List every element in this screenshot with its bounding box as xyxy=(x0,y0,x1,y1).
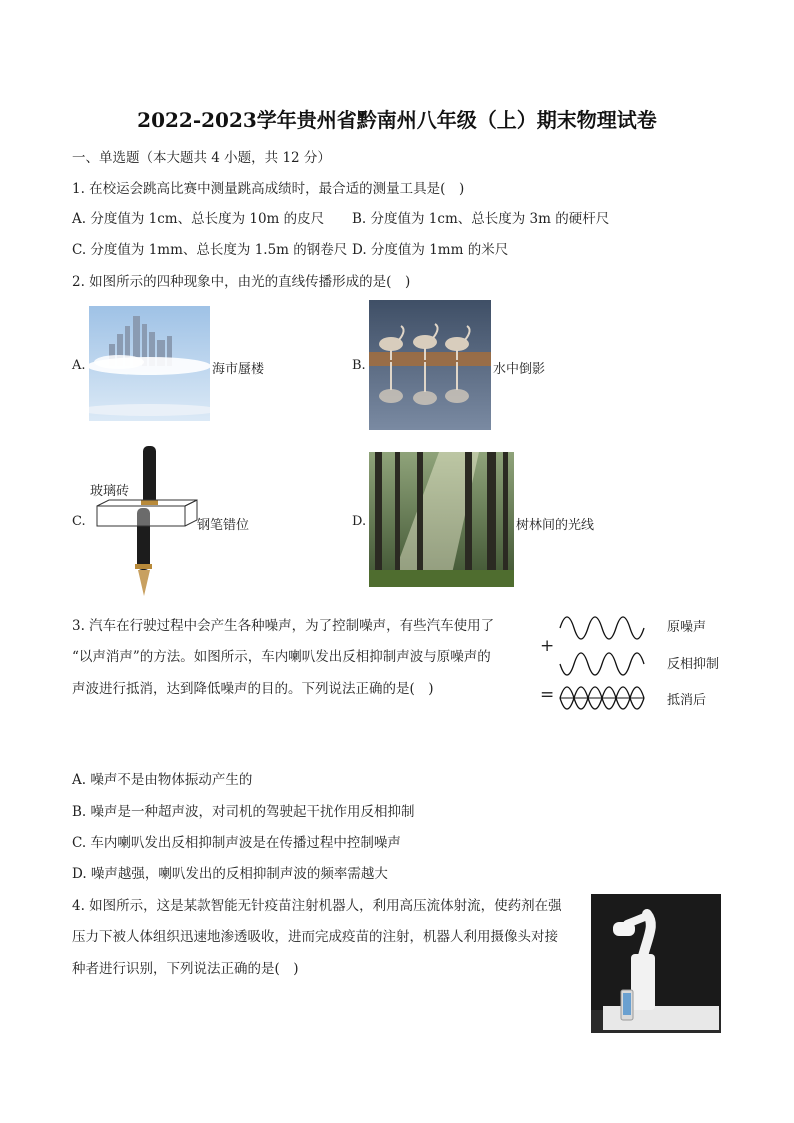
q1-option-b: B. 分度值为 1cm、总长度为 3m 的硬杆尺 xyxy=(352,211,610,227)
wave-label-result: 抵消后 xyxy=(667,693,707,708)
q2-caption-c: 钢笔错位 xyxy=(197,518,250,533)
equals-sign: = xyxy=(540,685,555,705)
q1-option-d: D. 分度值为 1mm 的米尺 xyxy=(352,242,509,258)
q4-stem-line1: 4. 如图所示，这是某款智能无针疫苗注射机器人，利用高压流体射流，使药剂在强 xyxy=(72,898,562,914)
q2-caption-d: 树林间的光线 xyxy=(516,518,595,533)
q1-option-c: C. 分度值为 1mm、总长度为 1.5m 的钢卷尺 xyxy=(72,242,348,258)
q2-letter-c: C. xyxy=(72,514,86,529)
vaccine-robot-photo xyxy=(591,894,721,1033)
q3-stem-line1: 3. 汽车在行驶过程中会产生各种噪声，为了控制噪声，有些汽车使用了 xyxy=(72,618,495,634)
q2-caption-b: 水中倒影 xyxy=(493,362,546,377)
reflection-photo xyxy=(369,300,491,430)
forest-light-photo xyxy=(369,452,514,587)
glass-brick-label: 玻璃砖 xyxy=(90,484,130,499)
q3-option-c: C. 车内喇叭发出反相抑制声波是在传播过程中控制噪声 xyxy=(72,835,401,851)
q2-letter-b: B. xyxy=(352,358,366,373)
q2-letter-a: A. xyxy=(72,358,86,373)
page-title: 2022-2023学年贵州省黔南州八年级（上）期末物理试卷 xyxy=(137,108,657,132)
q3-option-a: A. 噪声不是由物体振动产生的 xyxy=(72,772,253,788)
q2-letter-d: D. xyxy=(352,514,367,529)
q2-stem: 2. 如图所示的四种现象中，由光的直线传播形成的是( ) xyxy=(72,274,411,290)
q1-option-a: A. 分度值为 1cm、总长度为 10m 的皮尺 xyxy=(72,211,325,227)
mirage-photo xyxy=(89,306,210,421)
section-heading: 一、单选题（本大题共 4 小题，共 12 分） xyxy=(72,150,331,166)
plus-sign: + xyxy=(540,636,555,656)
wave-label-original: 原噪声 xyxy=(667,620,707,635)
wave-label-anti: 反相抑制 xyxy=(667,657,720,672)
sound-wave-diagram xyxy=(556,612,652,712)
q4-stem-line2: 压力下被人体组织迅速地渗透吸收，进而完成疫苗的注射，机器人利用摄像头对接 xyxy=(72,929,558,945)
q3-stem-line3: 声波进行抵消，达到降低噪声的目的。下列说法正确的是( ) xyxy=(72,681,434,697)
q4-stem-line3: 种者进行识别，下列说法正确的是( ) xyxy=(72,961,299,977)
q3-option-b: B. 噪声是一种超声波，对司机的驾驶起干扰作用反相抑制 xyxy=(72,804,415,820)
pen-glass-diagram xyxy=(95,444,199,600)
q1-stem: 1. 在校运会跳高比赛中测量跳高成绩时，最合适的测量工具是( ) xyxy=(72,181,465,197)
q3-option-d: D. 噪声越强，喇叭发出的反相抑制声波的频率需越大 xyxy=(72,866,388,882)
q3-stem-line2: “以声消声”的方法。如图所示，车内喇叭发出反相抑制声波与原噪声的 xyxy=(72,649,491,665)
q2-caption-a: 海市蜃楼 xyxy=(212,362,265,377)
